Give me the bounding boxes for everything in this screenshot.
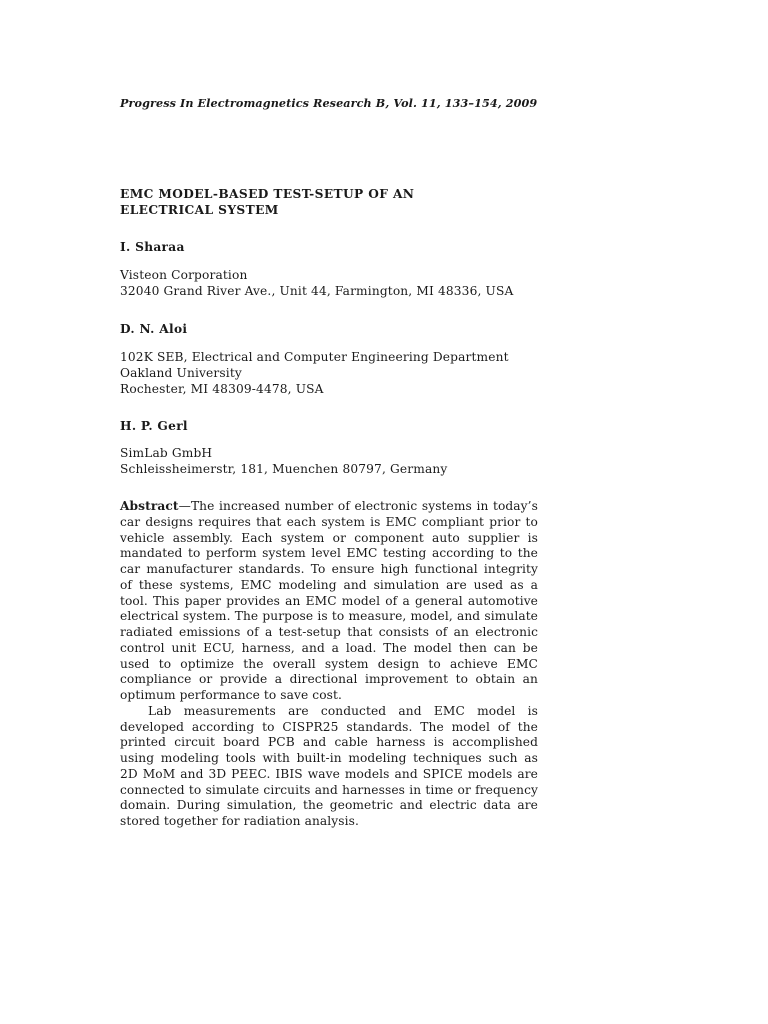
- affiliation-line: Rochester, MI 48309-4478, USA: [120, 382, 324, 397]
- paper-title-line-2: ELECTRICAL SYSTEM: [120, 203, 279, 217]
- affiliation-line: 102K SEB, Electrical and Computer Engineering Department: [120, 350, 509, 364]
- affiliation-line: Schleissheimerstr, 181, Muenchen 80797, Germany: [120, 462, 448, 477]
- abstract-paragraph-1: [120, 499, 538, 704]
- journal-citation: Progress In Electromagnetics Research B, Vol. 11, 133–154, 2009: [120, 96, 538, 110]
- author-affiliation-3: [120, 445, 447, 477]
- paper-title: [120, 186, 414, 218]
- abstract-dash: —: [178, 499, 191, 513]
- abstract-label: Abstract: [120, 499, 179, 513]
- author-affiliation-1: [120, 267, 513, 299]
- abstract-text-1: The increased number of electronic systems in today’s car designs requires that each system is EMC compliant prior to vehicle assembly. Each system or component auto supplier is mandated to perform system level EMC testing according to the car manufacturer standards. To ensure high functional integrity of these systems, EMC modeling and simulation are used as a tool. This paper provides an EMC model of a general automotive electrical system. The purpose is to measure, model, and simulate radiated emissions of a test-setup that consists of an electronic control unit ECU, harness, and a load. The model then can be used to optimize the overall system design to achieve EMC compliance or provide a directional improvement to obtain an optimum performance to save cost.: [120, 499, 538, 702]
- affiliation-line: SimLab GmbH: [120, 446, 213, 460]
- author-name-2: D. N. Aloi: [120, 322, 188, 336]
- affiliation-line: Visteon Corporation: [120, 268, 248, 282]
- affiliation-line: 32040 Grand River Ave., Unit 44, Farmington, MI 48336, USA: [120, 284, 514, 299]
- abstract-paragraph-2: Lab measurements are conducted and EMC model is developed according to CISPR25 standards. The model of the printed circuit board PCB and cable harness is accomplished using modeling tools with built-in modeling techniques such as 2D MoM and 3D PEEC. IBIS wave models and SPICE models are connected to simulate circuits and harnesses in time or frequency domain. During simulation, the geometric and electric data are stored together for radiation analysis.: [120, 703, 538, 828]
- abstract: [120, 499, 538, 830]
- author-name-3: H. P. Gerl: [120, 419, 188, 433]
- author-affiliation-2: [120, 349, 509, 398]
- paper-title-line-1: EMC MODEL-BASED TEST-SETUP OF AN: [120, 187, 415, 201]
- affiliation-line: Oakland University: [120, 366, 242, 381]
- author-name-1: I. Sharaa: [120, 240, 185, 254]
